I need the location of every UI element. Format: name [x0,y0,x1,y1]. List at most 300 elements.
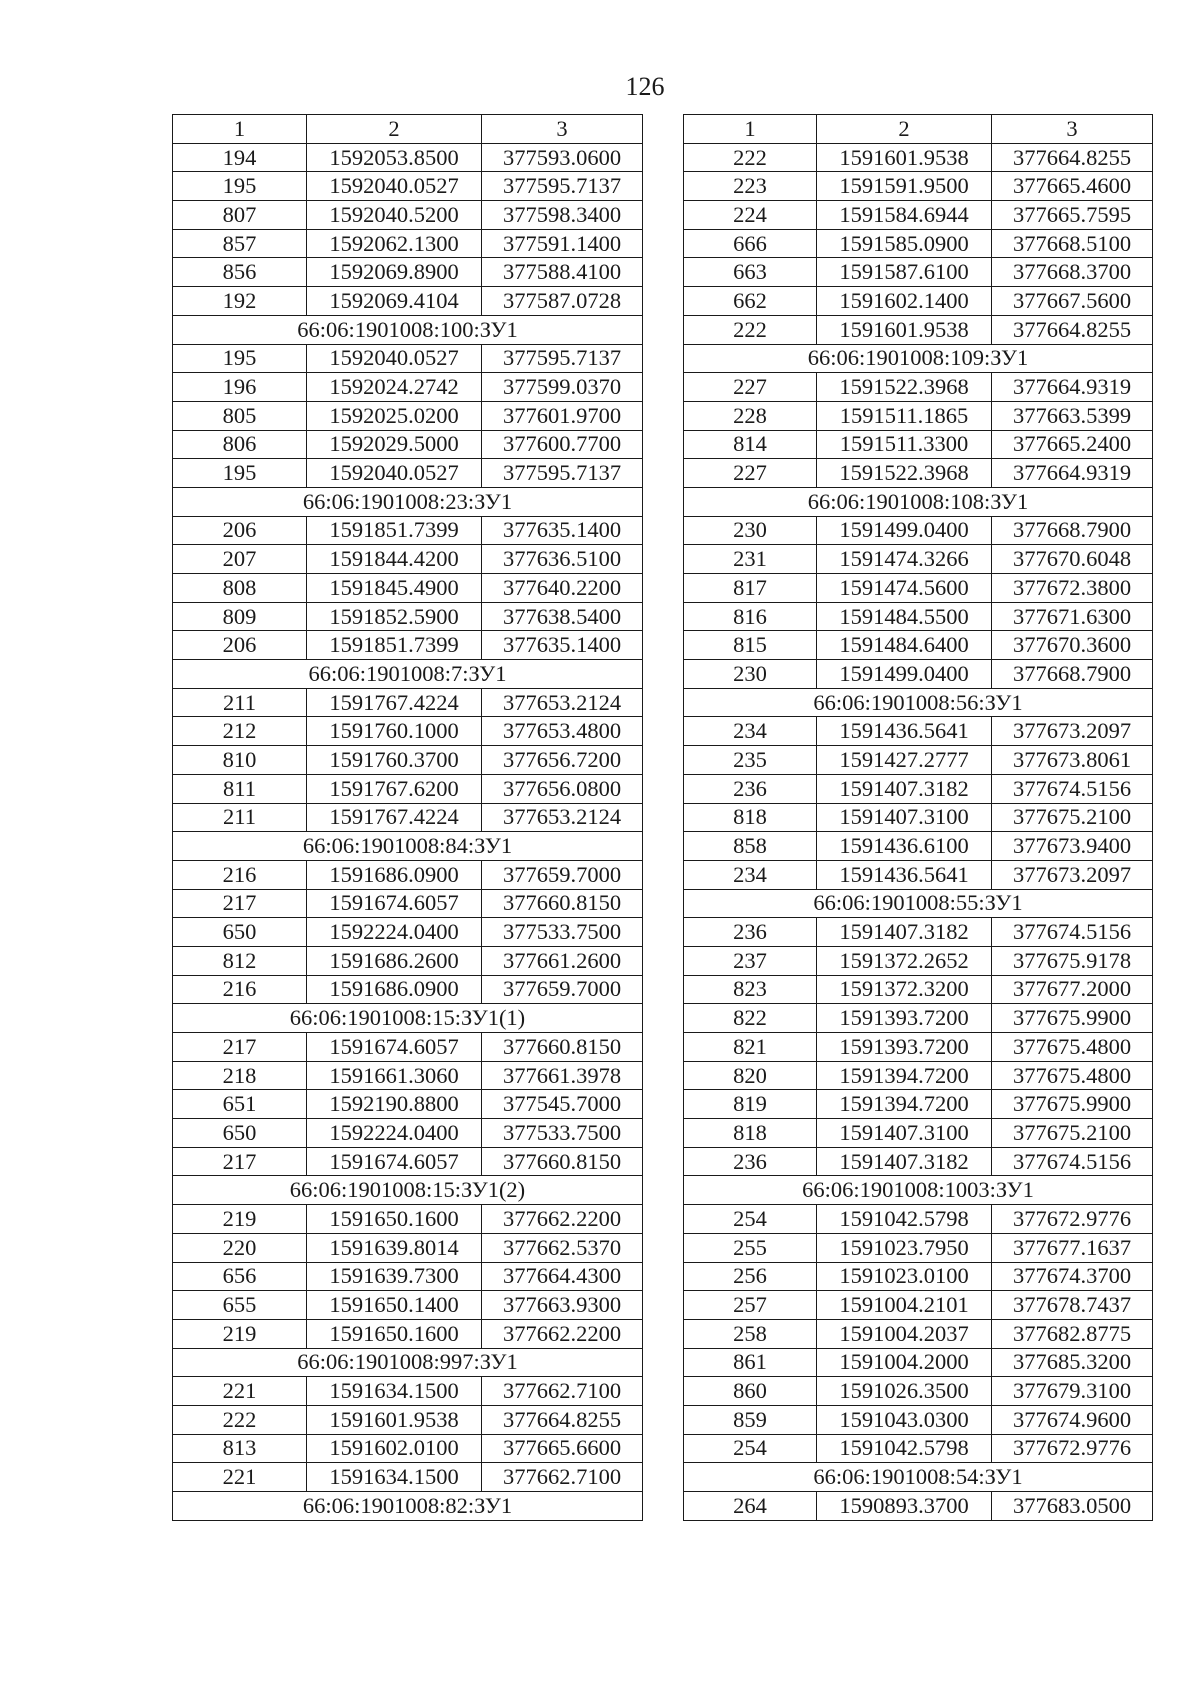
coordinate-y: 377600.7700 [482,430,643,459]
point-number: 815 [684,631,817,660]
coordinate-x: 1591484.5500 [817,602,992,631]
column-header: 1 [684,115,817,144]
point-number: 856 [173,258,307,287]
parcel-cadastral-number: 66:06:1901008:55:ЗУ1 [684,889,1153,918]
point-number: 207 [173,545,307,574]
point-number: 216 [173,860,307,889]
parcel-section-row [684,344,1153,373]
coordinate-y: 377545.7000 [482,1090,643,1119]
parcel-cadastral-number: 66:06:1901008:15:ЗУ1(2) [173,1176,643,1205]
coordinate-y: 377674.3700 [992,1262,1153,1291]
parcel-section-row [173,660,643,689]
table-row [684,832,1153,861]
table-row [684,287,1153,316]
coordinate-x: 1591760.1000 [307,717,482,746]
parcel-section-row [173,1348,643,1377]
point-number: 196 [173,373,307,402]
point-number: 234 [684,860,817,889]
coordinate-y: 377670.6048 [992,545,1153,574]
point-number: 808 [173,574,307,603]
table-row [684,1492,1153,1521]
table-row [684,946,1153,975]
point-number: 236 [684,774,817,803]
point-number: 212 [173,717,307,746]
table-row [173,401,643,430]
table-row [684,1090,1153,1119]
parcel-section-row [173,1004,643,1033]
point-number: 211 [173,803,307,832]
table-row [684,201,1153,230]
table-row [173,1377,643,1406]
point-number: 211 [173,688,307,717]
coordinate-x: 1591394.7200 [817,1061,992,1090]
point-number: 230 [684,516,817,545]
table-row [173,459,643,488]
column-header: 2 [817,115,992,144]
coordinate-y: 377659.7000 [482,860,643,889]
coordinate-x: 1590893.3700 [817,1492,992,1521]
table-row [684,315,1153,344]
point-number: 656 [173,1262,307,1291]
coordinate-y: 377662.5370 [482,1233,643,1262]
point-number: 814 [684,430,817,459]
point-number: 217 [173,889,307,918]
coordinate-x: 1591650.1600 [307,1205,482,1234]
coordinate-x: 1592025.0200 [307,401,482,430]
table-row [173,143,643,172]
point-number: 813 [173,1434,307,1463]
point-number: 206 [173,631,307,660]
coordinate-x: 1591760.3700 [307,746,482,775]
table-row [684,143,1153,172]
page-number: 126 [625,72,665,101]
coordinate-x: 1591851.7399 [307,631,482,660]
table-row [684,746,1153,775]
coordinate-x: 1591634.1500 [307,1463,482,1492]
table-row [684,975,1153,1004]
parcel-cadastral-number: 66:06:1901008:108:ЗУ1 [684,487,1153,516]
parcel-section-row [173,832,643,861]
coordinate-x: 1592069.8900 [307,258,482,287]
point-number: 237 [684,946,817,975]
coordinate-x: 1591767.4224 [307,803,482,832]
coordinate-x: 1591484.6400 [817,631,992,660]
point-number: 805 [173,401,307,430]
coordinate-x: 1591584.6944 [817,201,992,230]
point-number: 257 [684,1291,817,1320]
point-number: 228 [684,401,817,430]
coordinate-y: 377656.0800 [482,774,643,803]
coordinate-x: 1591587.6100 [817,258,992,287]
table-row [173,946,643,975]
table-row [684,1405,1153,1434]
point-number: 822 [684,1004,817,1033]
coordinate-y: 377638.5400 [482,602,643,631]
point-number: 195 [173,172,307,201]
point-number: 255 [684,1233,817,1262]
coordinate-x: 1591639.8014 [307,1233,482,1262]
table-header-row [684,115,1153,144]
coordinate-y: 377662.2200 [482,1205,643,1234]
point-number: 812 [173,946,307,975]
coordinate-y: 377673.8061 [992,746,1153,775]
coordinate-y: 377674.9600 [992,1405,1153,1434]
coordinate-x: 1591474.5600 [817,574,992,603]
coordinate-y: 377664.9319 [992,373,1153,402]
parcel-section-row [684,688,1153,717]
coordinate-y: 377675.9900 [992,1004,1153,1033]
coordinate-x: 1591393.7200 [817,1033,992,1062]
coordinate-x: 1591674.6057 [307,1147,482,1176]
parcel-cadastral-number: 66:06:1901008:100:ЗУ1 [173,315,643,344]
coordinate-y: 377595.7137 [482,172,643,201]
coordinate-y: 377673.9400 [992,832,1153,861]
point-number: 809 [173,602,307,631]
coordinate-y: 377673.2097 [992,717,1153,746]
coordinate-x: 1591394.7200 [817,1090,992,1119]
point-number: 192 [173,287,307,316]
coordinate-y: 377635.1400 [482,631,643,660]
coordinate-y: 377662.7100 [482,1463,643,1492]
coordinate-x: 1592069.4104 [307,287,482,316]
coordinate-y: 377591.1400 [482,229,643,258]
coordinate-y: 377673.2097 [992,860,1153,889]
point-number: 818 [684,1119,817,1148]
coordinate-y: 377665.7595 [992,201,1153,230]
table-row [684,430,1153,459]
coordinate-y: 377665.2400 [992,430,1153,459]
parcel-cadastral-number: 66:06:1901008:56:ЗУ1 [684,688,1153,717]
point-number: 821 [684,1033,817,1062]
table-row [684,1291,1153,1320]
point-number: 650 [173,918,307,947]
point-number: 206 [173,516,307,545]
table-row [684,1262,1153,1291]
coordinate-x: 1591023.0100 [817,1262,992,1291]
coordinate-y: 377595.7137 [482,344,643,373]
coordinate-x: 1591407.3100 [817,1119,992,1148]
point-number: 224 [684,201,817,230]
coordinate-x: 1591023.7950 [817,1233,992,1262]
coordinate-y: 377664.9319 [992,459,1153,488]
coordinate-y: 377674.5156 [992,1147,1153,1176]
table-row [684,860,1153,889]
point-number: 859 [684,1405,817,1434]
coordinate-x: 1591851.7399 [307,516,482,545]
coordinate-x: 1591372.2652 [817,946,992,975]
parcel-cadastral-number: 66:06:1901008:997:ЗУ1 [173,1348,643,1377]
coordinate-x: 1591372.3200 [817,975,992,1004]
coordinate-y: 377671.6300 [992,602,1153,631]
coordinate-x: 1591522.3968 [817,459,992,488]
table-row [684,459,1153,488]
table-row [684,516,1153,545]
coordinate-x: 1592224.0400 [307,918,482,947]
point-number: 218 [173,1061,307,1090]
coordinate-x: 1591499.0400 [817,660,992,689]
coordinate-y: 377675.9178 [992,946,1153,975]
coordinate-y: 377668.7900 [992,660,1153,689]
table-row [684,660,1153,689]
point-number: 806 [173,430,307,459]
coordinate-x: 1591602.0100 [307,1434,482,1463]
point-number: 227 [684,373,817,402]
coordinate-x: 1591427.2777 [817,746,992,775]
table-row [173,918,643,947]
coordinate-x: 1591499.0400 [817,516,992,545]
coordinate-y: 377656.7200 [482,746,643,775]
table-row [173,860,643,889]
coordinate-x: 1591393.7200 [817,1004,992,1033]
table-row [684,1033,1153,1062]
coordinate-x: 1591602.1400 [817,287,992,316]
coordinate-y: 377670.3600 [992,631,1153,660]
coordinate-y: 377667.5600 [992,287,1153,316]
coordinate-y: 377679.3100 [992,1377,1153,1406]
coordinate-x: 1592040.5200 [307,201,482,230]
table-row [173,516,643,545]
coordinate-y: 377678.7437 [992,1291,1153,1320]
coordinate-y: 377653.2124 [482,688,643,717]
coordinate-x: 1591852.5900 [307,602,482,631]
coordinate-y: 377664.8255 [482,1405,643,1434]
table-row [684,774,1153,803]
parcel-section-row [684,1176,1153,1205]
coordinate-y: 377677.1637 [992,1233,1153,1262]
table-row [173,373,643,402]
coordinate-y: 377653.4800 [482,717,643,746]
table-row [173,1319,643,1348]
coordinate-x: 1591686.0900 [307,975,482,1004]
point-number: 807 [173,201,307,230]
coordinate-x: 1591585.0900 [817,229,992,258]
table-row [684,1348,1153,1377]
point-number: 216 [173,975,307,1004]
parcel-section-row [684,889,1153,918]
table-row [684,1147,1153,1176]
coordinate-y: 377677.2000 [992,975,1153,1004]
coordinate-x: 1591767.4224 [307,688,482,717]
point-number: 810 [173,746,307,775]
point-number: 222 [684,315,817,344]
table-row [173,287,643,316]
coordinate-y: 377533.7500 [482,1119,643,1148]
coordinate-x: 1591686.0900 [307,860,482,889]
coordinate-y: 377636.5100 [482,545,643,574]
point-number: 258 [684,1319,817,1348]
coordinate-x: 1591407.3100 [817,803,992,832]
table-row [684,803,1153,832]
point-number: 217 [173,1147,307,1176]
coordinate-x: 1591591.9500 [817,172,992,201]
parcel-section-row [173,487,643,516]
point-number: 817 [684,574,817,603]
point-number: 655 [173,1291,307,1320]
table-row [173,1262,643,1291]
coordinate-y: 377661.3978 [482,1061,643,1090]
table-row [684,172,1153,201]
coordinate-y: 377674.5156 [992,774,1153,803]
point-number: 811 [173,774,307,803]
point-number: 860 [684,1377,817,1406]
coordinate-y: 377593.0600 [482,143,643,172]
table-row [173,1463,643,1492]
table-row [173,229,643,258]
coordinate-y: 377668.3700 [992,258,1153,287]
coordinate-x: 1591650.1400 [307,1291,482,1320]
coordinate-y: 377672.3800 [992,574,1153,603]
column-header: 3 [992,115,1153,144]
table-row [173,746,643,775]
point-number: 194 [173,143,307,172]
point-number: 662 [684,287,817,316]
coordinate-x: 1591767.6200 [307,774,482,803]
parcel-cadastral-number: 66:06:1901008:1003:ЗУ1 [684,1176,1153,1205]
coordinate-y: 377683.0500 [992,1492,1153,1521]
table-row [684,717,1153,746]
table-row [173,631,643,660]
coordinate-x: 1591686.2600 [307,946,482,975]
parcel-cadastral-number: 66:06:1901008:15:ЗУ1(1) [173,1004,643,1033]
point-number: 264 [684,1492,817,1521]
parcel-cadastral-number: 66:06:1901008:7:ЗУ1 [173,660,643,689]
table-row [173,803,643,832]
coordinate-y: 377653.2124 [482,803,643,832]
point-number: 823 [684,975,817,1004]
point-number: 195 [173,344,307,373]
table-row [173,602,643,631]
coordinate-y: 377640.2200 [482,574,643,603]
table-row [173,1205,643,1234]
coordinate-y: 377601.9700 [482,401,643,430]
point-number: 230 [684,660,817,689]
point-number: 816 [684,602,817,631]
table-row [684,545,1153,574]
coordinate-x: 1591042.5798 [817,1205,992,1234]
coordinate-y: 377533.7500 [482,918,643,947]
coordinate-x: 1591026.3500 [817,1377,992,1406]
table-row [173,258,643,287]
coordinate-y: 377675.4800 [992,1061,1153,1090]
point-number: 651 [173,1090,307,1119]
coordinate-x: 1592024.2742 [307,373,482,402]
table-row [684,1434,1153,1463]
coordinate-y: 377660.8150 [482,1147,643,1176]
coordinate-y: 377664.8255 [992,143,1153,172]
point-number: 236 [684,918,817,947]
table-row [173,975,643,1004]
coordinate-y: 377674.5156 [992,918,1153,947]
point-number: 222 [173,1405,307,1434]
point-number: 234 [684,717,817,746]
coordinate-y: 377672.9776 [992,1434,1153,1463]
table-row [684,574,1153,603]
table-row [173,889,643,918]
table-row [684,258,1153,287]
coordinate-x: 1591436.6100 [817,832,992,861]
coordinate-y: 377598.3400 [482,201,643,230]
coordinate-x: 1591436.5641 [817,860,992,889]
parcel-cadastral-number: 66:06:1901008:84:ЗУ1 [173,832,643,861]
table-row [173,172,643,201]
point-number: 236 [684,1147,817,1176]
coordinate-x: 1591407.3182 [817,918,992,947]
table-row [173,1233,643,1262]
coordinate-x: 1591511.1865 [817,401,992,430]
coordinate-x: 1592029.5000 [307,430,482,459]
table-row [684,1377,1153,1406]
coordinate-y: 377675.2100 [992,803,1153,832]
table-row [173,1405,643,1434]
coordinate-x: 1591844.4200 [307,545,482,574]
coordinate-x: 1591661.3060 [307,1061,482,1090]
point-number: 221 [173,1463,307,1492]
table-row [173,717,643,746]
coordinate-x: 1591511.3300 [817,430,992,459]
coordinate-x: 1591004.2037 [817,1319,992,1348]
table-row [173,545,643,574]
coordinate-x: 1591436.5641 [817,717,992,746]
table-row [173,1061,643,1090]
coordinate-x: 1591650.1600 [307,1319,482,1348]
table-row [173,1033,643,1062]
point-number: 818 [684,803,817,832]
coordinate-x: 1592040.0527 [307,459,482,488]
coordinate-x: 1591639.7300 [307,1262,482,1291]
right-coordinates-table [683,114,1153,1521]
coordinate-x: 1591474.3266 [817,545,992,574]
table-row [684,373,1153,402]
coordinate-y: 377662.2200 [482,1319,643,1348]
coordinate-y: 377664.4300 [482,1262,643,1291]
coordinate-x: 1591042.5798 [817,1434,992,1463]
table-row [173,344,643,373]
coordinate-y: 377675.4800 [992,1033,1153,1062]
coordinate-y: 377682.8775 [992,1319,1153,1348]
parcel-cadastral-number: 66:06:1901008:82:ЗУ1 [173,1492,643,1521]
parcel-section-row [173,315,643,344]
coordinate-x: 1591004.2101 [817,1291,992,1320]
table-row [173,1119,643,1148]
point-number: 861 [684,1348,817,1377]
coordinate-y: 377668.5100 [992,229,1153,258]
coordinate-y: 377663.9300 [482,1291,643,1320]
table-row [684,631,1153,660]
coordinate-y: 377664.8255 [992,315,1153,344]
table-row [173,1090,643,1119]
coordinate-x: 1592053.8500 [307,143,482,172]
coordinate-x: 1591004.2000 [817,1348,992,1377]
point-number: 222 [684,143,817,172]
coordinate-y: 377661.2600 [482,946,643,975]
table-row [173,774,643,803]
left-coordinates-table [172,114,643,1521]
coordinate-x: 1591407.3182 [817,774,992,803]
table-row [684,1319,1153,1348]
coordinate-y: 377668.7900 [992,516,1153,545]
point-number: 650 [173,1119,307,1148]
coordinate-x: 1591674.6057 [307,889,482,918]
point-number: 858 [684,832,817,861]
coordinate-y: 377660.8150 [482,889,643,918]
point-number: 220 [173,1233,307,1262]
coordinate-x: 1592040.0527 [307,172,482,201]
coordinate-y: 377672.9776 [992,1205,1153,1234]
table-row [173,1291,643,1320]
coordinate-x: 1591522.3968 [817,373,992,402]
table-row [684,401,1153,430]
table-row [684,1205,1153,1234]
